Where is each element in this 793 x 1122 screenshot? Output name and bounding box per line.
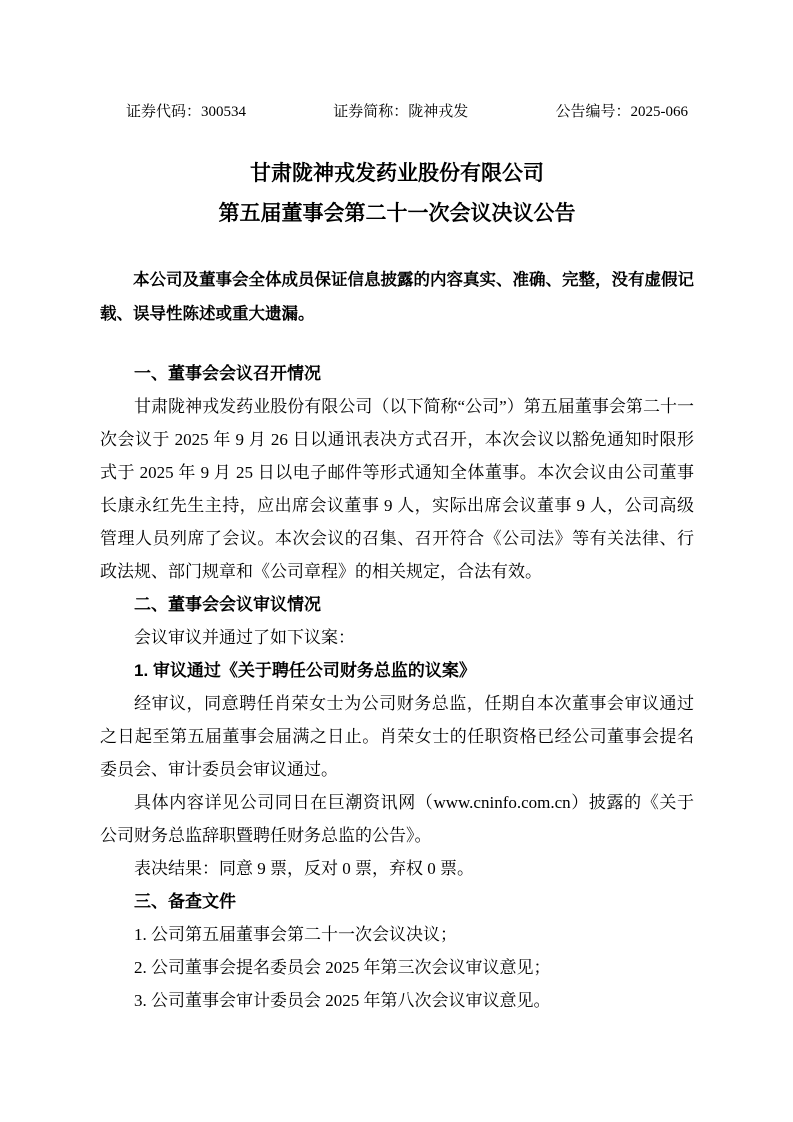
document-header: [100, 103, 694, 122]
reference-document-item-1: 1. 公司第五届董事会第二十一次会议决议；: [134, 925, 457, 944]
announcement-title: 第五届董事会第二十一次会议决议公告: [218, 201, 576, 225]
stock-abbr: 证券简称：陇神戎发: [333, 104, 469, 120]
section-heading-deliberation: 二、董事会会议审议情况: [134, 595, 321, 614]
document-body: [100, 357, 694, 1017]
proposal-heading: 1. 审议通过《关于聘任公司财务总监的议案》: [134, 661, 476, 680]
reference-document-item-3: 3. 公司董事会审计委员会 2025 年第八次会议审议意见。: [134, 991, 551, 1010]
para-disclosure-reference: 具体内容详见公司同日在巨潮资讯网（www.cninfo.com.cn）披露的《关于公司财务总监辞职暨聘任财务总监的公告》。: [100, 793, 694, 845]
para-voting-result: 表决结果：同意 9 票，反对 0 票，弃权 0 票。: [134, 859, 474, 878]
disclosure-statement: 本公司及董事会全体成员保证信息披露的内容真实、准确、完整，没有虚假记载、误导性陈述或重大遗漏。: [100, 271, 694, 323]
para-proposal-details: 经审议，同意聘任肖荣女士为公司财务总监，任期自本次董事会审议通过之日起至第五届董事会届满之日止。肖荣女士的任职资格已经公司董事会提名委员会、审计委员会审议通过。: [100, 694, 694, 779]
company-name-title: 甘肃陇神戎发药业股份有限公司: [250, 161, 544, 185]
section-heading-meeting-convening: 一、董事会会议召开情况: [134, 364, 321, 383]
reference-document-item-2: 2. 公司董事会提名委员会 2025 年第三次会议审议意见；: [134, 958, 551, 977]
para-meeting-details: 甘肃陇神戎发药业股份有限公司（以下简称“公司”）第五届董事会第二十一次会议于 2025 年 9 月 26 日以通讯表决方式召开，本次会议以豁免通知时限形式于 2025 年 9 月 25 日以电子邮件等形式通知全体董事。本次会议由公司董事长康永红先生主持，应出席会议董事 9 人，实际出席会议董事 9 人，公司高级管理人员列席了会议。本次会议的召集、召开符合《公司法》等有关法律、行政法规、部门规章和《公司章程》的相关规定，合法有效。: [100, 397, 694, 581]
para-deliberation-intro: 会议审议并通过了如下议案：: [134, 628, 355, 647]
section-heading-reference-documents: 三、备查文件: [134, 892, 236, 911]
stock-code: 证券代码：300534: [126, 104, 247, 120]
announcement-number: 公告编号：2025-066: [555, 104, 688, 120]
